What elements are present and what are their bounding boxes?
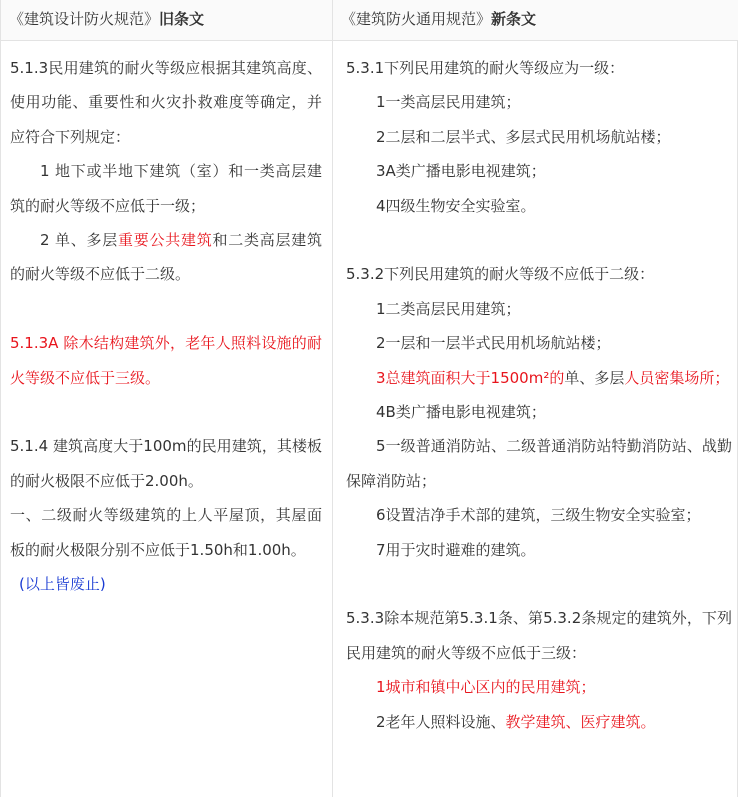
item-2-text-b: 和二类高层建筑的耐火等级不应低于二级。 [10,231,322,284]
new-header-title: 《建筑防火通用规范》 [341,10,492,28]
clause-5-3-2-item-3 [346,361,732,395]
clause-5-3-1-item-3: 3A类广播电影电视建筑； [376,162,546,181]
clause-5-3-2-item-7: 7用于灾时避难的建筑。 [376,540,536,559]
old-clauses-column [1,0,333,797]
item-2-highlight: 教学建筑、医疗建筑。 [505,712,656,731]
clause-5-3-1-item-4: 4四级生物安全实验室。 [376,196,536,215]
clause-5-3-1-item-2: 2二层和二层半式、多层式民用机场航站楼； [376,127,671,146]
clause-5-3-1: 5.3.1下列民用建筑的耐火等级应为一级： [346,59,625,77]
item-2-text-a: 2 单、多层 [40,231,119,250]
clause-5-3-3-item-2 [346,705,732,739]
item-3-highlight-a: 3总建筑面积大于1500m²的 [376,368,565,387]
new-clauses-column [333,0,738,797]
new-clauses-body [333,41,738,739]
item-3-highlight-b: 人员密集场所； [624,368,730,387]
old-clauses-header [1,0,332,41]
old-header-label: 旧条文 [159,10,205,28]
item-2-highlight: 重要公共建筑 [118,231,213,250]
clause-5-1-3-item-2 [10,223,322,292]
clause-5-3-2-item-5: 5一级普通消防站、二级普通消防站特勤消防站、战勤保障消防站； [346,437,732,490]
clause-5-3-3-item-1: 1城市和镇中心区内的民用建筑； [376,678,596,697]
new-clauses-header [333,0,738,41]
clause-5-1-3A: 5.1.3A 除木结构建筑外，老年人照料设施的耐火等级不应低于三级。 [10,334,322,387]
clause-5-3-2-item-2: 2一层和一层半式民用机场航站楼； [376,334,611,353]
clause-5-3-3: 5.3.3除本规范第5.3.1条、第5.3.2条规定的建筑外，下列民用建筑的耐火等级不应低于三级： [346,609,732,662]
clause-5-3-1-item-1: 1一类高层民用建筑； [376,93,521,112]
clause-5-1-4: 5.1.4 建筑高度大于100m的民用建筑，其楼板的耐火极限不应低于2.00h。 [10,437,322,490]
item-2-text: 2老年人照料设施、 [376,712,506,731]
abolished-note: (以上皆废止) [19,575,106,594]
new-header-label: 新条文 [491,10,537,28]
clause-5-3-2-item-6: 6设置洁净手术部的建筑，三级生物安全实验室； [376,506,701,525]
clause-5-3-2: 5.3.2下列民用建筑的耐火等级不应低于二级： [346,265,655,284]
item-3-text: 单、多层 [564,368,625,387]
clause-5-3-2-item-1: 1二类高层民用建筑； [376,299,521,318]
old-header-title: 《建筑设计防火规范》 [9,10,160,28]
clause-5-3-2-item-4: 4B类广播电影电视建筑； [376,403,546,422]
clause-5-1-3-item-1: 1 地下或半地下建筑（室）和一类高层建筑的耐火等级不应低于一级； [10,162,322,215]
old-clauses-body [1,41,332,601]
clause-5-1-4-roof: 一、二级耐火等级建筑的上人平屋顶，其屋面板的耐火极限分别不应低于1.50h和1.00h。 [10,506,322,559]
clause-5-1-3: 5.1.3民用建筑的耐火等级应根据其建筑高度、使用功能、重要性和火灾扑救难度等确定，并应符合下列规定： [10,59,322,146]
